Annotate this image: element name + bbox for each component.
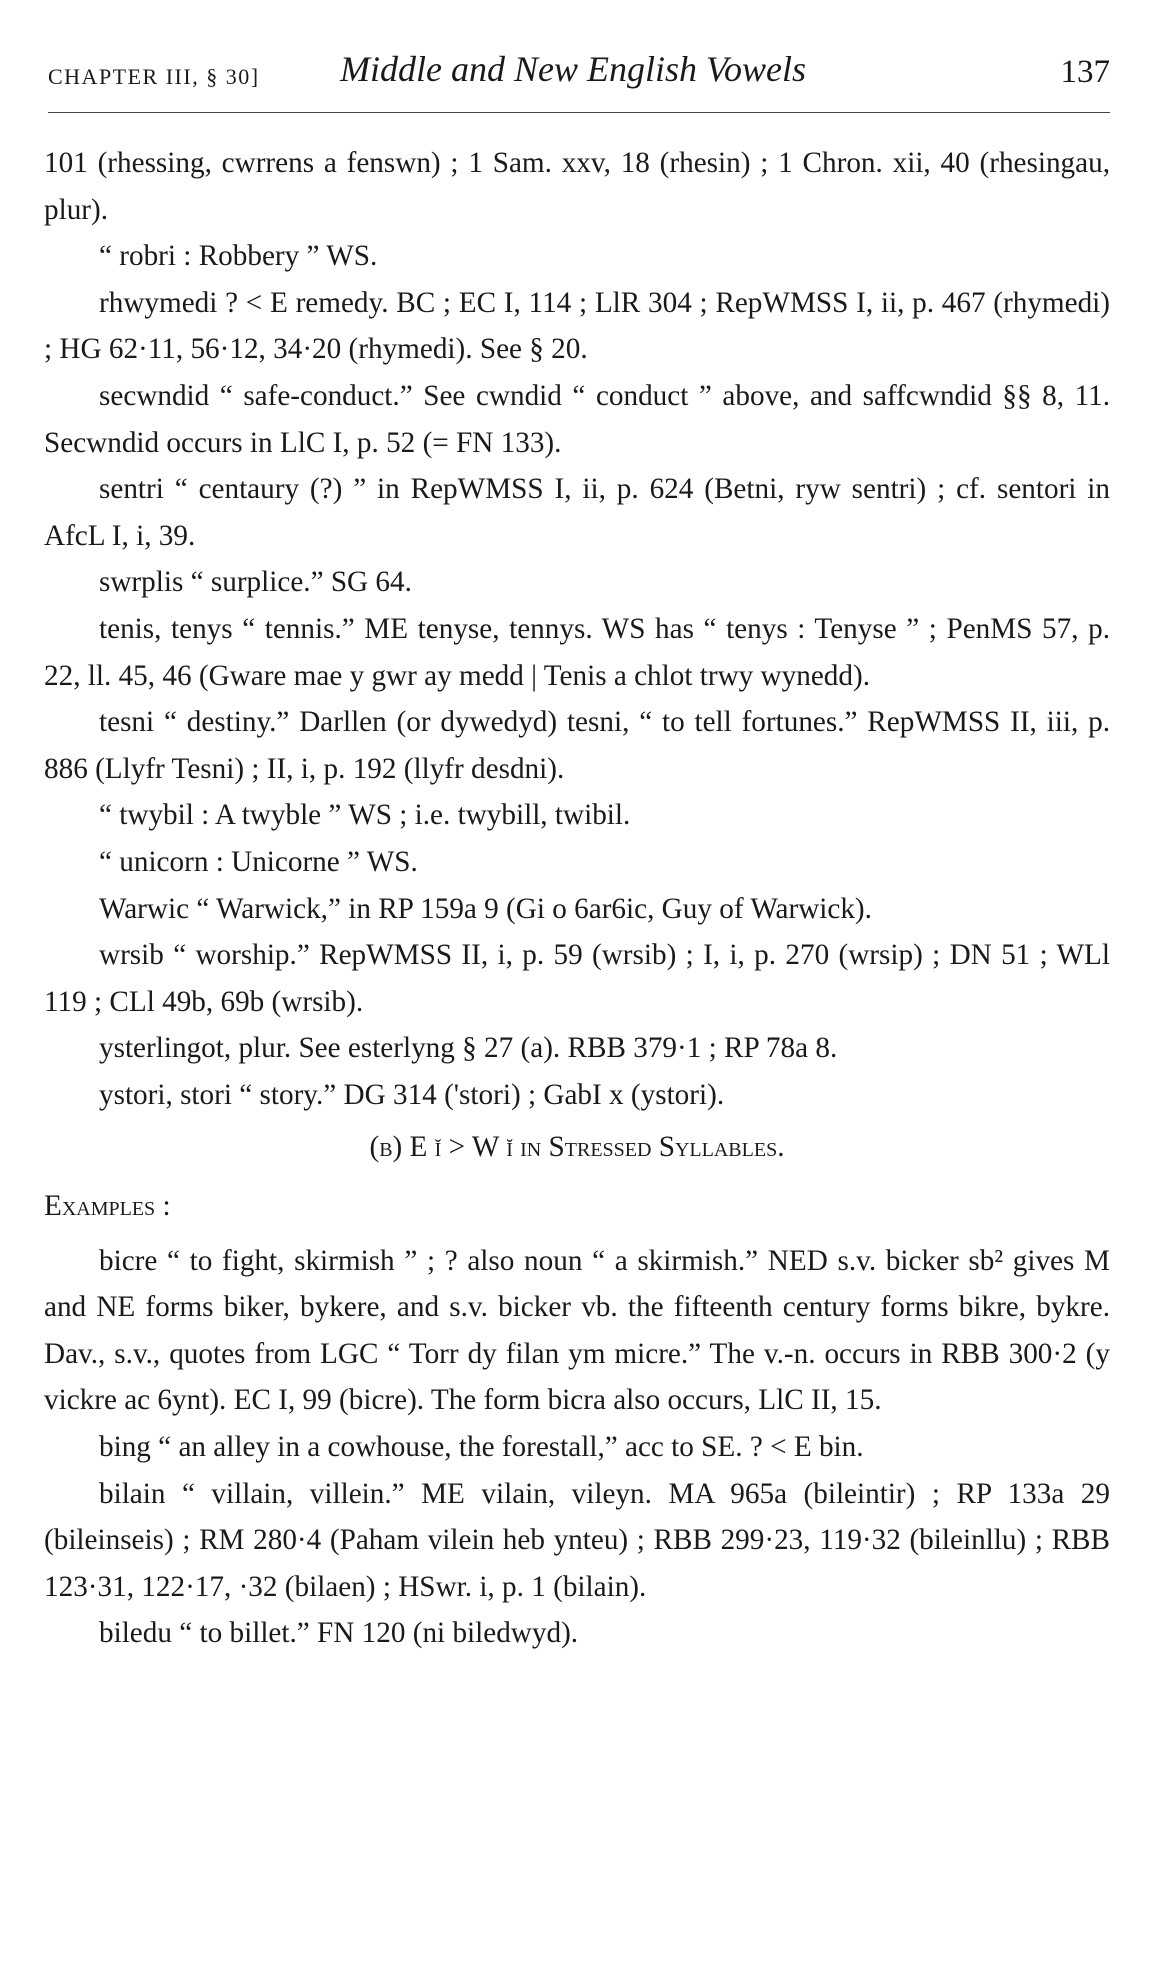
- section-heading: (b) E ĭ > W ĭ in Stressed Syllables.: [369, 1131, 785, 1164]
- paragraph: tesni “ destiny.” Darllen (or dywedyd) tesni, “ to tell fortunes.” RepWMSS II, iii, p. 886 (Llyfr Tesni) ; II, i, p. 192 (llyfr desdni).: [44, 706, 1110, 785]
- paragraph: wrsib “ worship.” RepWMSS II, i, p. 59 (wrsib) ; I, i, p. 270 (wrsip) ; DN 51 ; WLl 119 ; CLl 49b, 69b (wrsib).: [44, 939, 1110, 1018]
- paragraph: bilain “ villain, villein.” ME vilain, vileyn. MA 965a (bileintir) ; RP 133a 29 (bileinseis) ; RM 280·4 (Paham vilein heb ynteu) ; RBB 299·23, 119·32 (bileinllu) ; RBB 123·31, 122·17, ·32 (bilaen) ; HSwr. i, p. 1 (bilain).: [44, 1477, 1110, 1603]
- paragraph: “ unicorn : Unicorne ” WS.: [99, 845, 418, 878]
- examples-heading: Examples :: [44, 1190, 171, 1223]
- paragraph: secwndid “ safe-conduct.” See cwndid “ conduct ” above, and saffcwndid §§ 8, 11. Secwndid occurs in LlC I, p. 52 (= FN 133).: [44, 379, 1110, 459]
- paragraph: 101 (rhessing, cwrrens a fenswn) ; 1 Sam. xxv, 18 (rhesin) ; 1 Chron. xii, 40 (rhesingau, plur).: [44, 147, 1110, 226]
- paragraph: swrplis “ surplice.” SG 64.: [99, 566, 412, 599]
- paragraph: rhwymedi ? < E remedy. BC ; EC I, 114 ; LlR 304 ; RepWMSS I, ii, p. 467 (rhymedi) ; HG 62·11, 56·12, 34·20 (rhymedi). See § 20.: [44, 286, 1110, 366]
- page-number: 137: [1060, 54, 1110, 90]
- paragraph: sentri “ centaury (?) ” in RepWMSS I, ii, p. 624 (Betni, ryw sentri) ; cf. sentori in AfcL I, i, 39.: [44, 473, 1110, 552]
- paragraph: biledu “ to billet.” FN 120 (ni biledwyd).: [99, 1617, 579, 1650]
- header-rule: [48, 112, 1110, 113]
- paragraph: ystori, stori “ story.” DG 314 ('stori) ; GabI x (ystori).: [99, 1078, 725, 1111]
- paragraph: ysterlingot, plur. See esterlyng § 27 (a). RBB 379·1 ; RP 78a 8.: [99, 1032, 838, 1065]
- running-header: [38, 46, 1110, 96]
- paragraph: bing “ an alley in a cowhouse, the forestall,” acc to SE. ? < E bin.: [99, 1431, 864, 1464]
- paragraph: “ robri : Robbery ” WS.: [99, 240, 378, 273]
- paragraph: “ twybil : A twyble ” WS ; i.e. twybill, twibil.: [99, 799, 631, 832]
- paragraph: bicre “ to fight, skirmish ” ; ? also noun “ a skirmish.” NED s.v. bicker sb² gives M and NE forms biker, bykere, and s.v. bicker vb. the fifteenth century forms bikre, bykre. Dav., s.v., quotes from LGC “ Torr dy filan ym micre.” The v.-n. occurs in RBB 300·2 (y vickre ac 6ynt). EC I, 99 (bicre). The form bicra also occurs, LlC II, 15.: [44, 1244, 1110, 1417]
- chapter-reference: CHAPTER III, § 30]: [48, 64, 260, 89]
- paragraph: Warwic “ Warwick,” in RP 159a 9 (Gi o 6ar6ic, Guy of Warwick).: [99, 892, 872, 925]
- paragraph: tenis, tenys “ tennis.” ME tenyse, tennys. WS has “ tenys : Tenyse ” ; PenMS 57, p. 22, ll. 45, 46 (Gware mae y gwr ay medd | Tenis a chlot trwy wynedd).: [44, 612, 1110, 692]
- page-body: [44, 140, 1110, 1657]
- running-title: Middle and New English Vowels: [340, 49, 806, 89]
